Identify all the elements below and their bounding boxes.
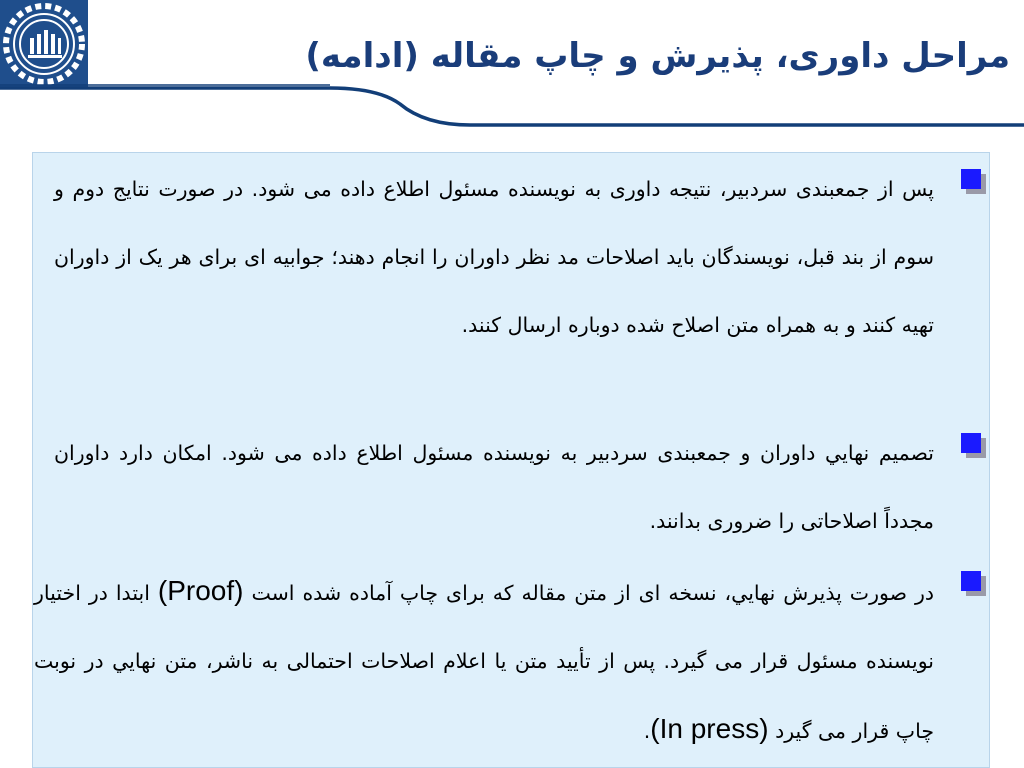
page-title: مراحل داوری، پذیرش و چاپ مقاله (ادامه) bbox=[305, 36, 1010, 76]
bullet-3-part2: ابتدا در اختیار نویسنده مسئول قرار می گیرد. پس از تأیید متن یا اعلام اصلاحات احتمالی به ناشر، متن نهايي در نوبت چاپ قرار می گیرد bbox=[34, 581, 934, 743]
bullet-3-part1: در صورت پذیرش نهايي، نسخه ای از متن مقاله که برای چاپ آماده شده است bbox=[251, 581, 934, 605]
bullet-square-icon bbox=[961, 169, 981, 189]
bullet-text-1: پس از جمعبندی سردبیر، نتیجه داوری به نویسنده مسئول اطلاع داده می شود. در صورت نتایج دوم و سوم از بند قبل، نویسندگان باید اصلاحات مد نظر داوران را انجام دهند؛ جوابیه ای برای هر یک از داوران تهیه کنند و به همراه متن اصلاح شده دوباره ارسال کنند. bbox=[54, 177, 934, 337]
proof-term: (Proof) bbox=[157, 575, 244, 606]
in-press-term: (In press) bbox=[650, 713, 769, 744]
content-panel bbox=[32, 152, 990, 768]
bullet-text-3 bbox=[34, 557, 934, 765]
bullet-text-2: تصمیم نهايي داوران و جمعبندی سردبیر به نویسنده مسئول اطلاع داده می شود. امکان دارد داوران مجدداً اصلاحاتی را ضروری بدانند. bbox=[54, 441, 934, 533]
bullet-square-icon bbox=[961, 433, 981, 453]
header-swoosh-divider bbox=[0, 80, 1024, 140]
university-logo bbox=[0, 0, 88, 88]
bullet-square-icon bbox=[961, 571, 981, 591]
bullet-3-end: . bbox=[643, 719, 651, 743]
university-seal-icon bbox=[0, 0, 88, 88]
